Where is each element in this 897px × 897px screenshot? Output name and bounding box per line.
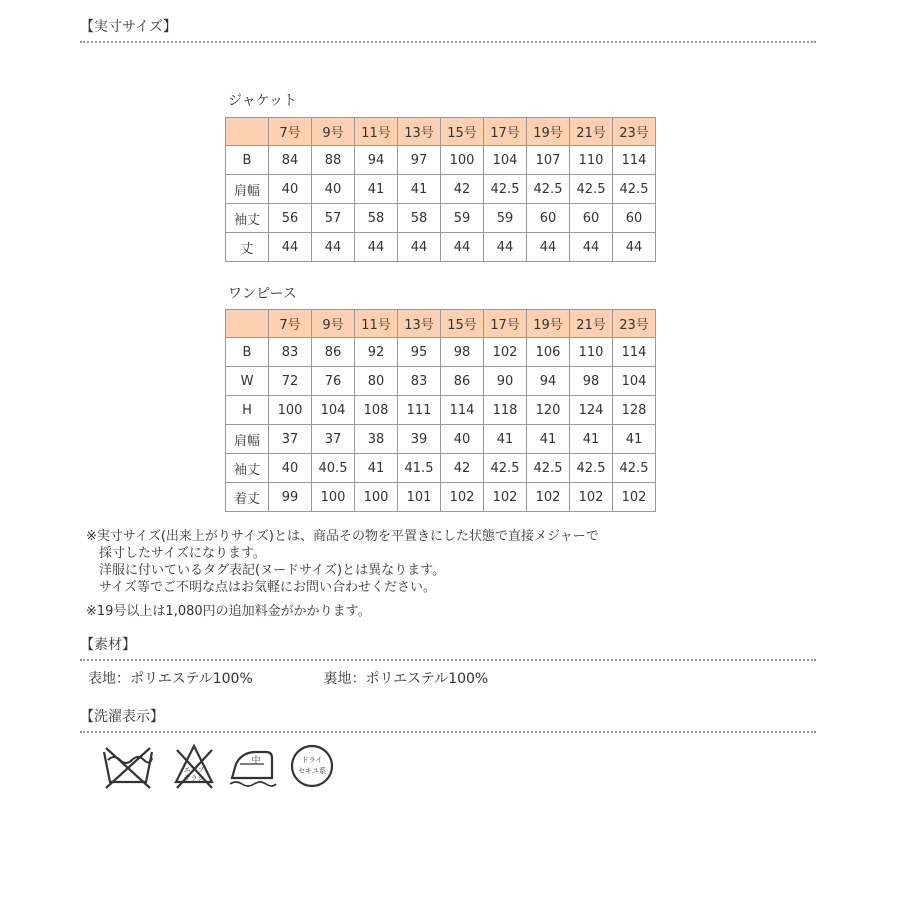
table-corner-cell [226,118,269,146]
measurement-value: 42 [441,454,484,483]
measurement-value: 104 [613,367,656,396]
measurement-value: 101 [398,483,441,512]
table-corner-cell [226,310,269,338]
measurement-value: 86 [441,367,484,396]
size-column-header: 7号 [269,310,312,338]
measurement-value: 60 [613,204,656,233]
note-line: サイズ等でご不明な点はお気軽にお問い合わせください。 [86,580,436,595]
measurement-value: 102 [613,483,656,512]
measurement-value: 44 [355,233,398,262]
measurement-value: 59 [484,204,527,233]
measurement-value: 40 [441,425,484,454]
measurement-value: 41 [613,425,656,454]
measurement-value: 44 [269,233,312,262]
size-column-header: 23号 [613,310,656,338]
measurement-value: 124 [570,396,613,425]
measurement-value: 110 [570,146,613,175]
iron-temp-label: 中 [251,756,261,766]
measurement-value: 102 [484,483,527,512]
measurement-value: 42.5 [484,175,527,204]
table-row [226,367,656,396]
measurement-value: 99 [269,483,312,512]
jacket-table-title: ジャケット [228,93,298,109]
measurement-value: 118 [484,396,527,425]
measurement-value: 41 [355,175,398,204]
measurement-label: B [226,338,269,367]
measurement-value: 84 [269,146,312,175]
measurement-value: 90 [484,367,527,396]
measurement-value: 40.5 [312,454,355,483]
table-row [226,146,656,175]
size-column-header: 9号 [312,118,355,146]
measurement-value: 102 [527,483,570,512]
extra-fee-text: ※19号以上は1,080円の追加料金がかかります。 [86,604,371,619]
measurement-value: 97 [398,146,441,175]
size-column-header: 19号 [527,310,570,338]
measurement-value: 56 [269,204,312,233]
measurement-value: 100 [312,483,355,512]
note-line: ※実寸サイズ(出来上がりサイズ)とは、商品その物を平置きにした状態で直接メジャーで [86,529,599,544]
table-row [226,396,656,425]
measurement-value: 100 [355,483,398,512]
table-row [226,454,656,483]
measurement-value: 58 [355,204,398,233]
measurement-value: 58 [398,204,441,233]
measurement-value: 44 [527,233,570,262]
measurement-value: 102 [570,483,613,512]
size-column-header: 13号 [398,310,441,338]
note-line: 採寸したサイズになります。 [86,546,266,561]
material-info [88,668,488,688]
measurement-label: 袖丈 [226,454,269,483]
measurement-value: 128 [613,396,656,425]
table-header-row [226,118,656,146]
size-column-header: 7号 [269,118,312,146]
size-column-header: 15号 [441,310,484,338]
measurement-value: 108 [355,396,398,425]
size-column-header: 21号 [570,310,613,338]
measurement-label: W [226,367,269,396]
size-column-header: 17号 [484,118,527,146]
measurement-value: 40 [269,454,312,483]
measurement-value: 41 [527,425,570,454]
size-column-header: 17号 [484,310,527,338]
material-section-heading: 【素材】 [80,636,816,661]
measurement-value: 60 [570,204,613,233]
measurement-label: H [226,396,269,425]
note-line: 洋服に付いているタグ表記(ヌードサイズ)とは異なります。 [86,563,446,578]
measurement-value: 83 [398,367,441,396]
measurement-value: 42 [441,175,484,204]
measurement-value: 114 [441,396,484,425]
measurement-value: 80 [355,367,398,396]
table-row [226,204,656,233]
measurement-value: 42.5 [613,175,656,204]
measurement-value: 42.5 [484,454,527,483]
measurement-value: 120 [527,396,570,425]
onepiece-size-table [225,309,656,512]
measurement-value: 42.5 [570,454,613,483]
measurement-value: 41 [484,425,527,454]
table-header-row [226,310,656,338]
measurement-value: 41 [355,454,398,483]
dry-clean-icon [288,742,336,790]
table-row [226,233,656,262]
measurement-value: 107 [527,146,570,175]
size-notes [86,528,599,596]
measurement-value: 42.5 [613,454,656,483]
measurement-value: 86 [312,338,355,367]
measurement-value: 76 [312,367,355,396]
measurement-value: 41 [398,175,441,204]
measurement-value: 83 [269,338,312,367]
measurement-value: 44 [570,233,613,262]
extra-fee-note [86,603,371,620]
table-row [226,175,656,204]
measurement-value: 39 [398,425,441,454]
measurement-label: 丈 [226,233,269,262]
measurement-value: 42.5 [527,175,570,204]
measurement-value: 111 [398,396,441,425]
measurement-value: 38 [355,425,398,454]
measurement-value: 44 [484,233,527,262]
measurement-value: 41.5 [398,454,441,483]
measurement-label: 肩幅 [226,175,269,204]
measurement-value: 95 [398,338,441,367]
size-section-heading: 【実寸サイズ】 [80,18,816,43]
measurement-value: 102 [441,483,484,512]
size-column-header: 11号 [355,118,398,146]
measurement-value: 106 [527,338,570,367]
table-row [226,338,656,367]
measurement-value: 59 [441,204,484,233]
measurement-value: 40 [312,175,355,204]
bleach-label-2: サラシ [183,774,205,782]
no-wash-icon [100,742,156,790]
measurement-value: 98 [441,338,484,367]
size-column-header: 19号 [527,118,570,146]
jacket-size-table [225,117,656,262]
measurement-label: 着丈 [226,483,269,512]
no-bleach-icon [172,742,216,790]
measurement-value: 110 [570,338,613,367]
measurement-value: 57 [312,204,355,233]
size-column-header: 9号 [312,310,355,338]
measurement-value: 102 [484,338,527,367]
measurement-value: 114 [613,146,656,175]
measurement-value: 92 [355,338,398,367]
measurement-value: 98 [570,367,613,396]
measurement-label: 袖丈 [226,204,269,233]
size-column-header: 13号 [398,118,441,146]
measurement-value: 42.5 [570,175,613,204]
measurement-value: 37 [269,425,312,454]
measurement-label: 肩幅 [226,425,269,454]
outer-material: 表地：ポリエステル100% [88,671,253,687]
dry-clean-bottom-label: セキユ系 [298,767,326,775]
table-row [226,425,656,454]
lining-material: 裏地：ポリエステル100% [323,671,489,687]
size-column-header: 15号 [441,118,484,146]
wash-section-heading: 【洗濯表示】 [80,708,816,733]
measurement-value: 100 [269,396,312,425]
table-row [226,483,656,512]
measurement-value: 44 [312,233,355,262]
measurement-value: 40 [269,175,312,204]
size-column-header: 11号 [355,310,398,338]
measurement-value: 104 [312,396,355,425]
dry-clean-top-label: ドライ [301,756,323,764]
measurement-value: 37 [312,425,355,454]
size-column-header: 23号 [613,118,656,146]
measurement-label: B [226,146,269,175]
measurement-value: 44 [398,233,441,262]
onepiece-table-title: ワンピース [228,286,297,302]
measurement-value: 94 [527,367,570,396]
measurement-value: 44 [441,233,484,262]
measurement-value: 42.5 [527,454,570,483]
measurement-value: 88 [312,146,355,175]
measurement-value: 60 [527,204,570,233]
measurement-value: 94 [355,146,398,175]
measurement-value: 41 [570,425,613,454]
measurement-value: 104 [484,146,527,175]
iron-icon [226,742,280,790]
bleach-label-1: エンソ [183,766,205,774]
measurement-value: 72 [269,367,312,396]
measurement-value: 100 [441,146,484,175]
measurement-value: 44 [613,233,656,262]
measurement-value: 114 [613,338,656,367]
size-column-header: 21号 [570,118,613,146]
